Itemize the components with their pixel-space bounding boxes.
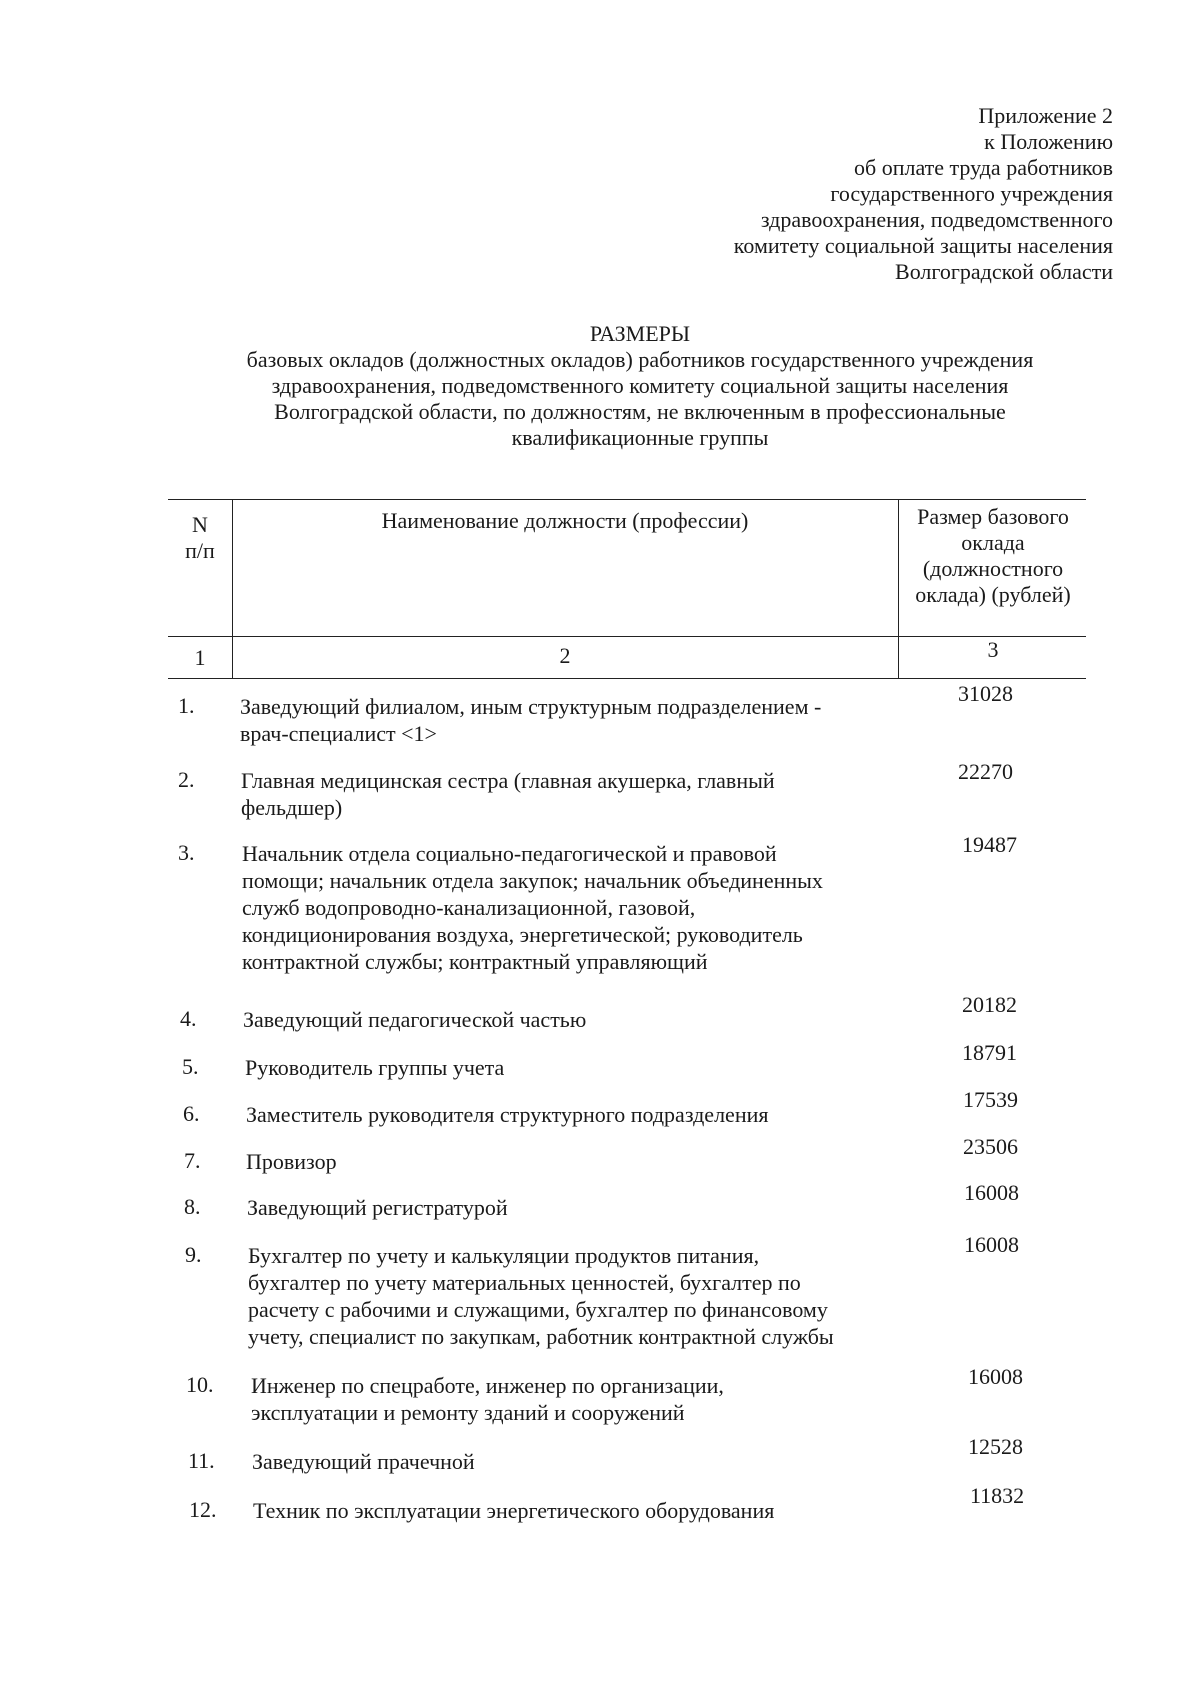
row-salary: 19487 (962, 832, 1017, 857)
row-number: 8. (184, 1194, 201, 1219)
appendix-line: к Положению (984, 129, 1113, 154)
row-salary: 12528 (968, 1434, 1023, 1459)
row-number: 5. (182, 1054, 199, 1079)
appendix-line: государственного учреждения (830, 181, 1113, 206)
document-title (160, 321, 1120, 451)
row-line: Инженер по спецработе, инженер по организации, (251, 1373, 724, 1398)
row-number: 7. (184, 1148, 201, 1173)
row-salary: 18791 (962, 1040, 1017, 1065)
row-position-name (251, 1372, 931, 1426)
row-line: контрактной службы; контрактный управляющий (242, 949, 708, 974)
row-line: Провизор (246, 1149, 337, 1174)
row-line: учету, специалист по закупкам, работник контрактной службы (248, 1324, 834, 1349)
row-line: Техник по эксплуатации энергетического оборудования (253, 1498, 775, 1523)
row-number: 4. (180, 1006, 197, 1031)
row-line: Заведующий педагогической частью (243, 1007, 587, 1032)
table-header-top-border (168, 499, 1086, 500)
row-position-name (245, 1054, 925, 1081)
row-salary: 17539 (963, 1087, 1018, 1112)
header-num (168, 512, 232, 564)
header-value-line: оклада (961, 530, 1025, 555)
header-num-line: п/п (185, 538, 215, 563)
appendix-header (513, 103, 1113, 285)
row-position-name (248, 1242, 928, 1350)
appendix-line: здравоохранения, подведомственного (760, 207, 1113, 232)
appendix-line: комитету социальной защиты населения (733, 233, 1113, 258)
row-line: фельдшер) (241, 795, 343, 820)
column-number: 2 (559, 643, 571, 668)
header-value-line: Размер базового (917, 504, 1069, 529)
row-salary: 16008 (968, 1364, 1023, 1389)
row-position-name (242, 840, 922, 975)
row-number: 9. (185, 1242, 202, 1267)
row-salary: 16008 (964, 1232, 1019, 1257)
row-line: врач-специалист <1> (240, 721, 437, 746)
appendix-line: Приложение 2 (978, 103, 1113, 128)
row-line: служб водопроводно-канализационной, газовой, (242, 895, 696, 920)
row-line: Руководитель группы учета (245, 1055, 505, 1080)
column-number: 1 (194, 645, 206, 670)
header-value-line: оклада) (рублей) (915, 582, 1071, 607)
appendix-line: об оплате труда работников (854, 155, 1113, 180)
row-salary: 11832 (970, 1483, 1025, 1508)
row-position-name (246, 1101, 926, 1128)
header-name: Наименование должности (профессии) (381, 508, 749, 533)
row-line: Заместитель руководителя структурного подразделения (246, 1102, 769, 1127)
row-salary: 22270 (958, 759, 1013, 784)
row-line: эксплуатации и ремонту зданий и сооружений (251, 1400, 685, 1425)
row-line: кондиционирования воздуха, энергетической; руководитель (242, 922, 803, 947)
row-number: 1. (178, 693, 195, 718)
title-main: РАЗМЕРЫ (589, 321, 691, 346)
row-number: 10. (186, 1372, 214, 1397)
row-position-name (252, 1448, 932, 1475)
row-line: Заведующий филиалом, иным структурным подразделением - (240, 694, 822, 719)
row-line: расчету с рабочими и служащими, бухгалтер по финансовому (248, 1297, 828, 1322)
row-line: Заведующий прачечной (252, 1449, 475, 1474)
title-subline: квалификационные группы (511, 425, 769, 450)
row-line: Начальник отдела социально-педагогической и правовой (242, 841, 777, 866)
row-number: 12. (189, 1497, 217, 1522)
appendix-line: Волгоградской области (895, 259, 1113, 284)
row-position-name (253, 1497, 933, 1524)
header-num-line: N (192, 512, 208, 537)
row-salary: 20182 (962, 992, 1017, 1017)
row-salary: 23506 (963, 1134, 1018, 1159)
row-number: 2. (178, 767, 195, 792)
title-subline: базовых окладов (должностных окладов) работников государственного учреждения (246, 347, 1034, 372)
row-salary: 31028 (958, 681, 1013, 706)
column-number: 3 (987, 637, 999, 662)
row-salary: 16008 (964, 1180, 1019, 1205)
row-line: Бухгалтер по учету и калькуляции продуктов питания, (248, 1243, 760, 1268)
title-subline: здравоохранения, подведомственного комитету социальной защиты населения (271, 373, 1009, 398)
row-line: помощи; начальник отдела закупок; начальник объединенных (242, 868, 823, 893)
row-line: Главная медицинская сестра (главная акушерка, главный (241, 768, 775, 793)
row-number: 6. (183, 1101, 200, 1126)
row-position-name (240, 693, 920, 747)
row-position-name (247, 1194, 927, 1221)
title-subline: Волгоградской области, по должностям, не включенным в профессиональные (274, 399, 1006, 424)
row-position-name (246, 1148, 926, 1175)
header-value (898, 504, 1088, 608)
table-header-bottom-border (168, 678, 1086, 679)
row-number: 3. (178, 840, 195, 865)
row-line: Заведующий регистратурой (247, 1195, 508, 1220)
row-line: бухгалтер по учету материальных ценностей, бухгалтер по (248, 1270, 801, 1295)
row-number: 11. (188, 1448, 215, 1473)
row-position-name (243, 1006, 923, 1033)
row-position-name (241, 767, 921, 821)
header-value-line: (должностного (922, 556, 1064, 581)
